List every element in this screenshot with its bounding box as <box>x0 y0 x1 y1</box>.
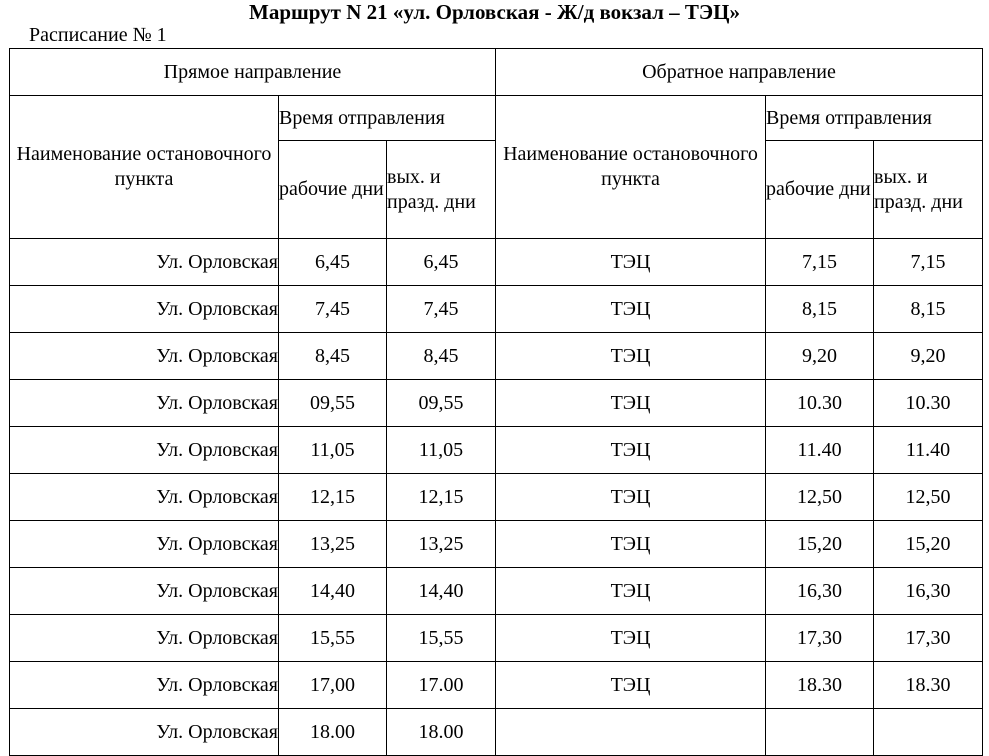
return-stop-cell: ТЭЦ <box>496 239 766 286</box>
return-holiday-time: 9,20 <box>874 333 983 380</box>
return-stop-cell: ТЭЦ <box>496 380 766 427</box>
forward-time-header: Время отправления <box>279 96 496 141</box>
return-holiday-time: 18.30 <box>874 662 983 709</box>
forward-holiday-time: 17.00 <box>387 662 496 709</box>
direction-header-row <box>10 49 983 96</box>
return-weekday-time: 9,20 <box>766 333 874 380</box>
return-weekday-time: 8,15 <box>766 286 874 333</box>
forward-stop-cell: Ул. Орловская <box>10 474 279 521</box>
return-weekday-time <box>766 709 874 756</box>
table-row <box>10 474 983 521</box>
table-row <box>10 615 983 662</box>
forward-weekday-time: 7,45 <box>279 286 387 333</box>
table-row <box>10 709 983 756</box>
return-stop-cell: ТЭЦ <box>496 427 766 474</box>
forward-stop-cell: Ул. Орловская <box>10 380 279 427</box>
return-stop-cell: ТЭЦ <box>496 521 766 568</box>
forward-weekday-time: 17,00 <box>279 662 387 709</box>
table-row <box>10 521 983 568</box>
forward-holiday-time: 09,55 <box>387 380 496 427</box>
return-holiday-time: 8,15 <box>874 286 983 333</box>
table-row <box>10 333 983 380</box>
forward-holiday-time: 13,25 <box>387 521 496 568</box>
forward-holiday-time: 8,45 <box>387 333 496 380</box>
return-weekday-time: 7,15 <box>766 239 874 286</box>
forward-holiday-time: 18.00 <box>387 709 496 756</box>
forward-weekday-time: 11,05 <box>279 427 387 474</box>
forward-stop-cell: Ул. Орловская <box>10 427 279 474</box>
return-stop-header: Наименование остановочного пункта <box>496 96 766 239</box>
return-holiday-header: вых. и празд. дни <box>874 141 983 239</box>
return-holiday-time: 10.30 <box>874 380 983 427</box>
forward-stop-header: Наименование остановочного пункта <box>10 96 279 239</box>
forward-weekday-time: 8,45 <box>279 333 387 380</box>
return-holiday-time: 7,15 <box>874 239 983 286</box>
return-stop-cell: ТЭЦ <box>496 662 766 709</box>
forward-weekday-time: 6,45 <box>279 239 387 286</box>
forward-stop-cell: Ул. Орловская <box>10 615 279 662</box>
forward-stop-cell: Ул. Орловская <box>10 333 279 380</box>
forward-holiday-header: вых. и празд. дни <box>387 141 496 239</box>
forward-stop-cell: Ул. Орловская <box>10 239 279 286</box>
forward-holiday-time: 14,40 <box>387 568 496 615</box>
return-holiday-time: 12,50 <box>874 474 983 521</box>
return-direction-header: Обратное направление <box>496 49 983 96</box>
forward-weekday-time: 14,40 <box>279 568 387 615</box>
forward-stop-cell: Ул. Орловская <box>10 286 279 333</box>
schedule-label: Расписание № 1 <box>29 24 167 46</box>
return-stop-cell: ТЭЦ <box>496 568 766 615</box>
table-row <box>10 380 983 427</box>
return-weekday-time: 10.30 <box>766 380 874 427</box>
table-row <box>10 662 983 709</box>
table-row <box>10 568 983 615</box>
forward-weekday-header: рабочие дни <box>279 141 387 239</box>
return-weekday-time: 17,30 <box>766 615 874 662</box>
forward-stop-cell: Ул. Орловская <box>10 662 279 709</box>
return-holiday-time: 15,20 <box>874 521 983 568</box>
table-row <box>10 427 983 474</box>
forward-stop-cell: Ул. Орловская <box>10 568 279 615</box>
forward-weekday-time: 09,55 <box>279 380 387 427</box>
return-holiday-time: 17,30 <box>874 615 983 662</box>
table-row <box>10 286 983 333</box>
forward-weekday-time: 13,25 <box>279 521 387 568</box>
forward-weekday-time: 15,55 <box>279 615 387 662</box>
schedule-table <box>9 48 983 756</box>
return-time-header: Время отправления <box>766 96 983 141</box>
return-weekday-header: рабочие дни <box>766 141 874 239</box>
table-row <box>10 239 983 286</box>
column-header-row <box>10 96 983 141</box>
return-weekday-time: 11.40 <box>766 427 874 474</box>
return-weekday-time: 18.30 <box>766 662 874 709</box>
forward-holiday-time: 7,45 <box>387 286 496 333</box>
return-weekday-time: 15,20 <box>766 521 874 568</box>
return-weekday-time: 16,30 <box>766 568 874 615</box>
return-stop-cell: ТЭЦ <box>496 333 766 380</box>
return-stop-cell <box>496 709 766 756</box>
forward-weekday-time: 18.00 <box>279 709 387 756</box>
forward-holiday-time: 6,45 <box>387 239 496 286</box>
forward-holiday-time: 15,55 <box>387 615 496 662</box>
forward-holiday-time: 11,05 <box>387 427 496 474</box>
document-title: Маршрут N 21 «ул. Орловская - Ж/д вокзал – ТЭЦ» <box>249 0 740 24</box>
forward-direction-header: Прямое направление <box>10 49 496 96</box>
forward-weekday-time: 12,15 <box>279 474 387 521</box>
forward-stop-cell: Ул. Орловская <box>10 709 279 756</box>
return-stop-cell: ТЭЦ <box>496 615 766 662</box>
return-weekday-time: 12,50 <box>766 474 874 521</box>
return-holiday-time <box>874 709 983 756</box>
forward-stop-cell: Ул. Орловская <box>10 521 279 568</box>
forward-holiday-time: 12,15 <box>387 474 496 521</box>
return-stop-cell: ТЭЦ <box>496 286 766 333</box>
return-holiday-time: 16,30 <box>874 568 983 615</box>
return-stop-cell: ТЭЦ <box>496 474 766 521</box>
return-holiday-time: 11.40 <box>874 427 983 474</box>
